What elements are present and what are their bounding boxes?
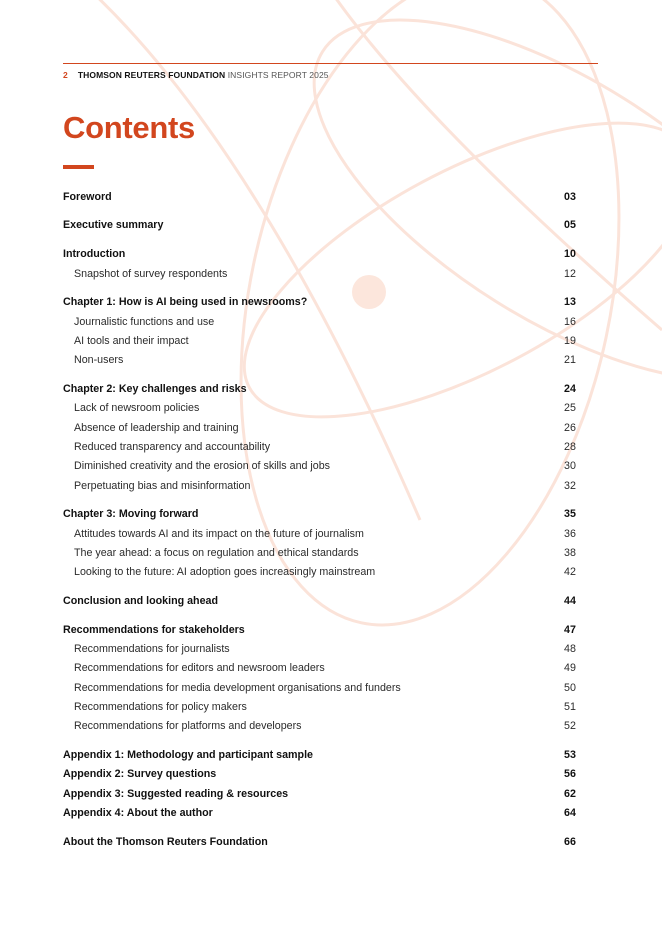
table-of-contents (63, 187, 578, 851)
toc-label: Lack of newsroom policies (74, 402, 200, 415)
toc-subentry[interactable] (63, 524, 578, 543)
toc-page: 64 (564, 806, 576, 819)
toc-page: 16 (564, 315, 576, 328)
toc-label: Introduction (63, 248, 126, 261)
toc-subentry[interactable] (63, 563, 578, 582)
toc-page: 52 (564, 720, 576, 733)
toc-label: Recommendations for editors and newsroom leaders (74, 662, 325, 675)
toc-subentry[interactable] (63, 678, 578, 697)
toc-page: 50 (564, 681, 576, 694)
toc-page: 53 (564, 749, 576, 762)
running-header (63, 70, 329, 80)
toc-subentry[interactable] (63, 264, 578, 283)
toc-label: Conclusion and looking ahead (63, 594, 218, 607)
toc-entry[interactable] (63, 745, 578, 764)
toc-subentry[interactable] (63, 418, 578, 437)
toc-subentry[interactable] (63, 457, 578, 476)
organization-name: THOMSON REUTERS FOUNDATION (77, 70, 226, 80)
toc-page: 42 (564, 566, 576, 579)
toc-page: 51 (564, 700, 576, 713)
toc-label: Recommendations for platforms and developers (74, 720, 302, 733)
header-rule (63, 63, 598, 64)
toc-page: 62 (564, 787, 576, 800)
toc-label: The year ahead: a focus on regulation and ethical standards (74, 546, 359, 559)
toc-page: 13 (564, 296, 576, 309)
toc-label: Absence of leadership and training (74, 421, 239, 434)
toc-label: Looking to the future: AI adoption goes increasingly mainstream (74, 566, 376, 579)
toc-page: 56 (564, 768, 576, 781)
toc-label: Perpetuating bias and misinformation (74, 479, 251, 492)
toc-page: 35 (564, 508, 576, 521)
toc-label: Appendix 2: Survey questions (63, 768, 217, 781)
toc-label: Recommendations for media development organisations and funders (74, 681, 401, 694)
toc-page: 38 (564, 546, 576, 559)
toc-label: Appendix 3: Suggested reading & resources (63, 787, 289, 800)
toc-label: Executive summary (63, 219, 164, 232)
toc-page: 66 (564, 835, 576, 848)
toc-page: 30 (564, 460, 576, 473)
toc-subentry[interactable] (63, 351, 578, 370)
toc-entry[interactable] (63, 293, 578, 312)
toc-label: Appendix 4: About the author (63, 806, 213, 819)
toc-page: 28 (564, 440, 576, 453)
toc-entry[interactable] (63, 245, 578, 264)
toc-label: Snapshot of survey respondents (74, 267, 228, 280)
toc-entry[interactable] (63, 803, 578, 822)
toc-page: 24 (564, 383, 576, 396)
toc-entry[interactable] (63, 379, 578, 398)
toc-page: 32 (564, 479, 576, 492)
toc-label: Chapter 3: Moving forward (63, 508, 199, 521)
toc-subentry[interactable] (63, 331, 578, 350)
toc-page: 36 (564, 527, 576, 540)
toc-label: Journalistic functions and use (74, 315, 215, 328)
toc-label: Chapter 2: Key challenges and risks (63, 383, 247, 396)
toc-page: 05 (564, 219, 576, 232)
toc-label: Foreword (63, 190, 112, 203)
toc-entry[interactable] (63, 765, 578, 784)
toc-subentry[interactable] (63, 543, 578, 562)
toc-entry[interactable] (63, 216, 578, 235)
toc-page: 03 (564, 190, 576, 203)
toc-page: 26 (564, 421, 576, 434)
toc-label: Chapter 1: How is AI being used in newsrooms? (63, 296, 308, 309)
report-name: INSIGHTS REPORT 2025 (227, 70, 329, 80)
toc-page: 48 (564, 643, 576, 656)
toc-subentry[interactable] (63, 697, 578, 716)
toc-entry[interactable] (63, 784, 578, 803)
toc-subentry[interactable] (63, 659, 578, 678)
toc-label: Diminished creativity and the erosion of skills and jobs (74, 460, 331, 473)
toc-subentry[interactable] (63, 639, 578, 658)
toc-entry[interactable] (63, 591, 578, 610)
toc-page: 49 (564, 662, 576, 675)
title-underline (63, 165, 94, 169)
toc-page: 25 (564, 402, 576, 415)
toc-subentry[interactable] (63, 399, 578, 418)
toc-entry[interactable] (63, 620, 578, 639)
toc-entry[interactable] (63, 832, 578, 851)
toc-label: Reduced transparency and accountability (74, 440, 271, 453)
toc-page: 12 (564, 267, 576, 280)
toc-entry[interactable] (63, 187, 578, 206)
toc-label: Recommendations for stakeholders (63, 623, 245, 636)
toc-label: Recommendations for policy makers (74, 700, 247, 713)
toc-subentry[interactable] (63, 437, 578, 456)
toc-subentry[interactable] (63, 476, 578, 495)
toc-page: 47 (564, 623, 576, 636)
page-number: 2 (63, 70, 68, 80)
toc-subentry[interactable] (63, 717, 578, 736)
toc-label: Attitudes towards AI and its impact on the future of journalism (74, 527, 364, 540)
toc-label: AI tools and their impact (74, 334, 189, 347)
page-title: Contents (63, 110, 195, 145)
toc-label: About the Thomson Reuters Foundation (63, 835, 268, 848)
toc-entry[interactable] (63, 505, 578, 524)
toc-page: 10 (564, 248, 576, 261)
toc-label: Recommendations for journalists (74, 643, 230, 656)
toc-subentry[interactable] (63, 312, 578, 331)
toc-page: 19 (564, 334, 576, 347)
toc-page: 44 (564, 594, 576, 607)
toc-label: Non-users (74, 354, 124, 367)
toc-page: 21 (564, 354, 576, 367)
toc-label: Appendix 1: Methodology and participant sample (63, 749, 313, 762)
